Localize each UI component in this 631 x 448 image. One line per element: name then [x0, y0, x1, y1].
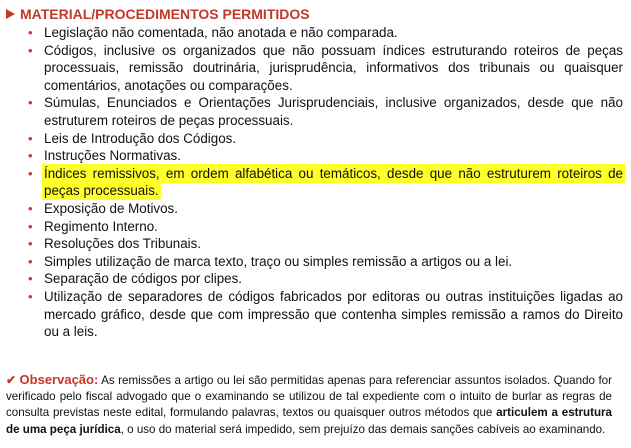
list-item-text: Códigos, inclusive os organizados que não possuam índices estruturando roteiros de peças processuais, remissão doutrinária, jurisprudência, informativos dos tribunais ou quaisquer comentários, anotações ou comparações. — [44, 42, 623, 93]
bullet-icon: • — [28, 95, 33, 111]
list-item — [28, 235, 623, 253]
bullet-icon: • — [28, 236, 33, 252]
observation-text-before: As remissões a artigo ou lei são permitidas apenas para referenciar assuntos isolados. Quando for verificado pelo fiscal advogado que o examinando se utilizou de tal expediente com o intuito de burlar as regras de consulta previstas neste edital, formulando palavras, textos ou quaisquer outros métodos que — [6, 373, 612, 420]
list-item — [28, 253, 623, 271]
bullet-icon: • — [28, 130, 33, 146]
bullet-icon: • — [28, 42, 33, 58]
section-title: MATERIAL/PROCEDIMENTOS PERMITIDOS — [20, 6, 310, 22]
permitted-materials-list — [6, 24, 623, 341]
list-item-text: Leis de Introdução dos Códigos. — [44, 130, 237, 146]
bullet-icon: • — [28, 218, 33, 234]
list-item — [28, 147, 623, 165]
list-item — [28, 270, 623, 288]
list-item-text: Legislação não comentada, não anotada e não comparada. — [44, 25, 398, 40]
bullet-icon: • — [28, 271, 33, 287]
list-item — [28, 218, 623, 236]
bullet-icon: • — [28, 288, 33, 304]
list-item — [28, 130, 623, 148]
observation-note — [6, 372, 612, 439]
bullet-icon: • — [28, 25, 33, 40]
section-heading — [6, 4, 623, 24]
list-item-text: Súmulas, Enunciados e Orientações Jurisprudenciais, inclusive organizados, desde que não estruturem roteiros de peças processuais. — [44, 95, 623, 128]
list-item — [28, 165, 623, 200]
bullet-icon: • — [28, 165, 33, 181]
observation-text-after: , o uso do material será impedido, sem prejuízo das demais sanções cabíveis ao examinando. — [120, 422, 606, 436]
list-item-text: Índices remissivos, em ordem alfabética ou temáticos, desde que não estruturem roteiros de peças processuais. — [44, 165, 623, 199]
list-item-text: Regimento Interno. — [44, 218, 158, 234]
observation-label: Observação: — [19, 371, 99, 387]
list-item — [28, 288, 623, 341]
list-item-text: Resoluções dos Tribunais. — [44, 236, 202, 252]
list-item-text: Simples utilização de marca texto, traço ou simples remissão a artigos ou a lei. — [44, 253, 513, 269]
list-item-text: Utilização de separadores de códigos fabricados por editoras ou outras instituições ligadas ao mercado gráfico, desde que com impressão que contenha simples remissão a ramos do Direito ou a leis. — [44, 288, 623, 340]
list-item-text: Instruções Normativas. — [44, 148, 181, 164]
bullet-icon: • — [28, 148, 33, 164]
list-item-text: Separação de códigos por clipes. — [44, 271, 243, 287]
list-item-text: Exposição de Motivos. — [44, 200, 178, 216]
list-item — [28, 42, 623, 95]
observation-bold-text: articulem a estrutura de uma peça jurídica — [6, 406, 612, 436]
checkmark-icon: ✔ — [6, 372, 17, 387]
list-item — [28, 94, 623, 129]
list-item — [28, 200, 623, 218]
bullet-icon: • — [28, 200, 33, 216]
list-item — [28, 24, 623, 42]
bullet-icon: • — [28, 253, 33, 269]
arrow-right-icon — [6, 9, 18, 19]
